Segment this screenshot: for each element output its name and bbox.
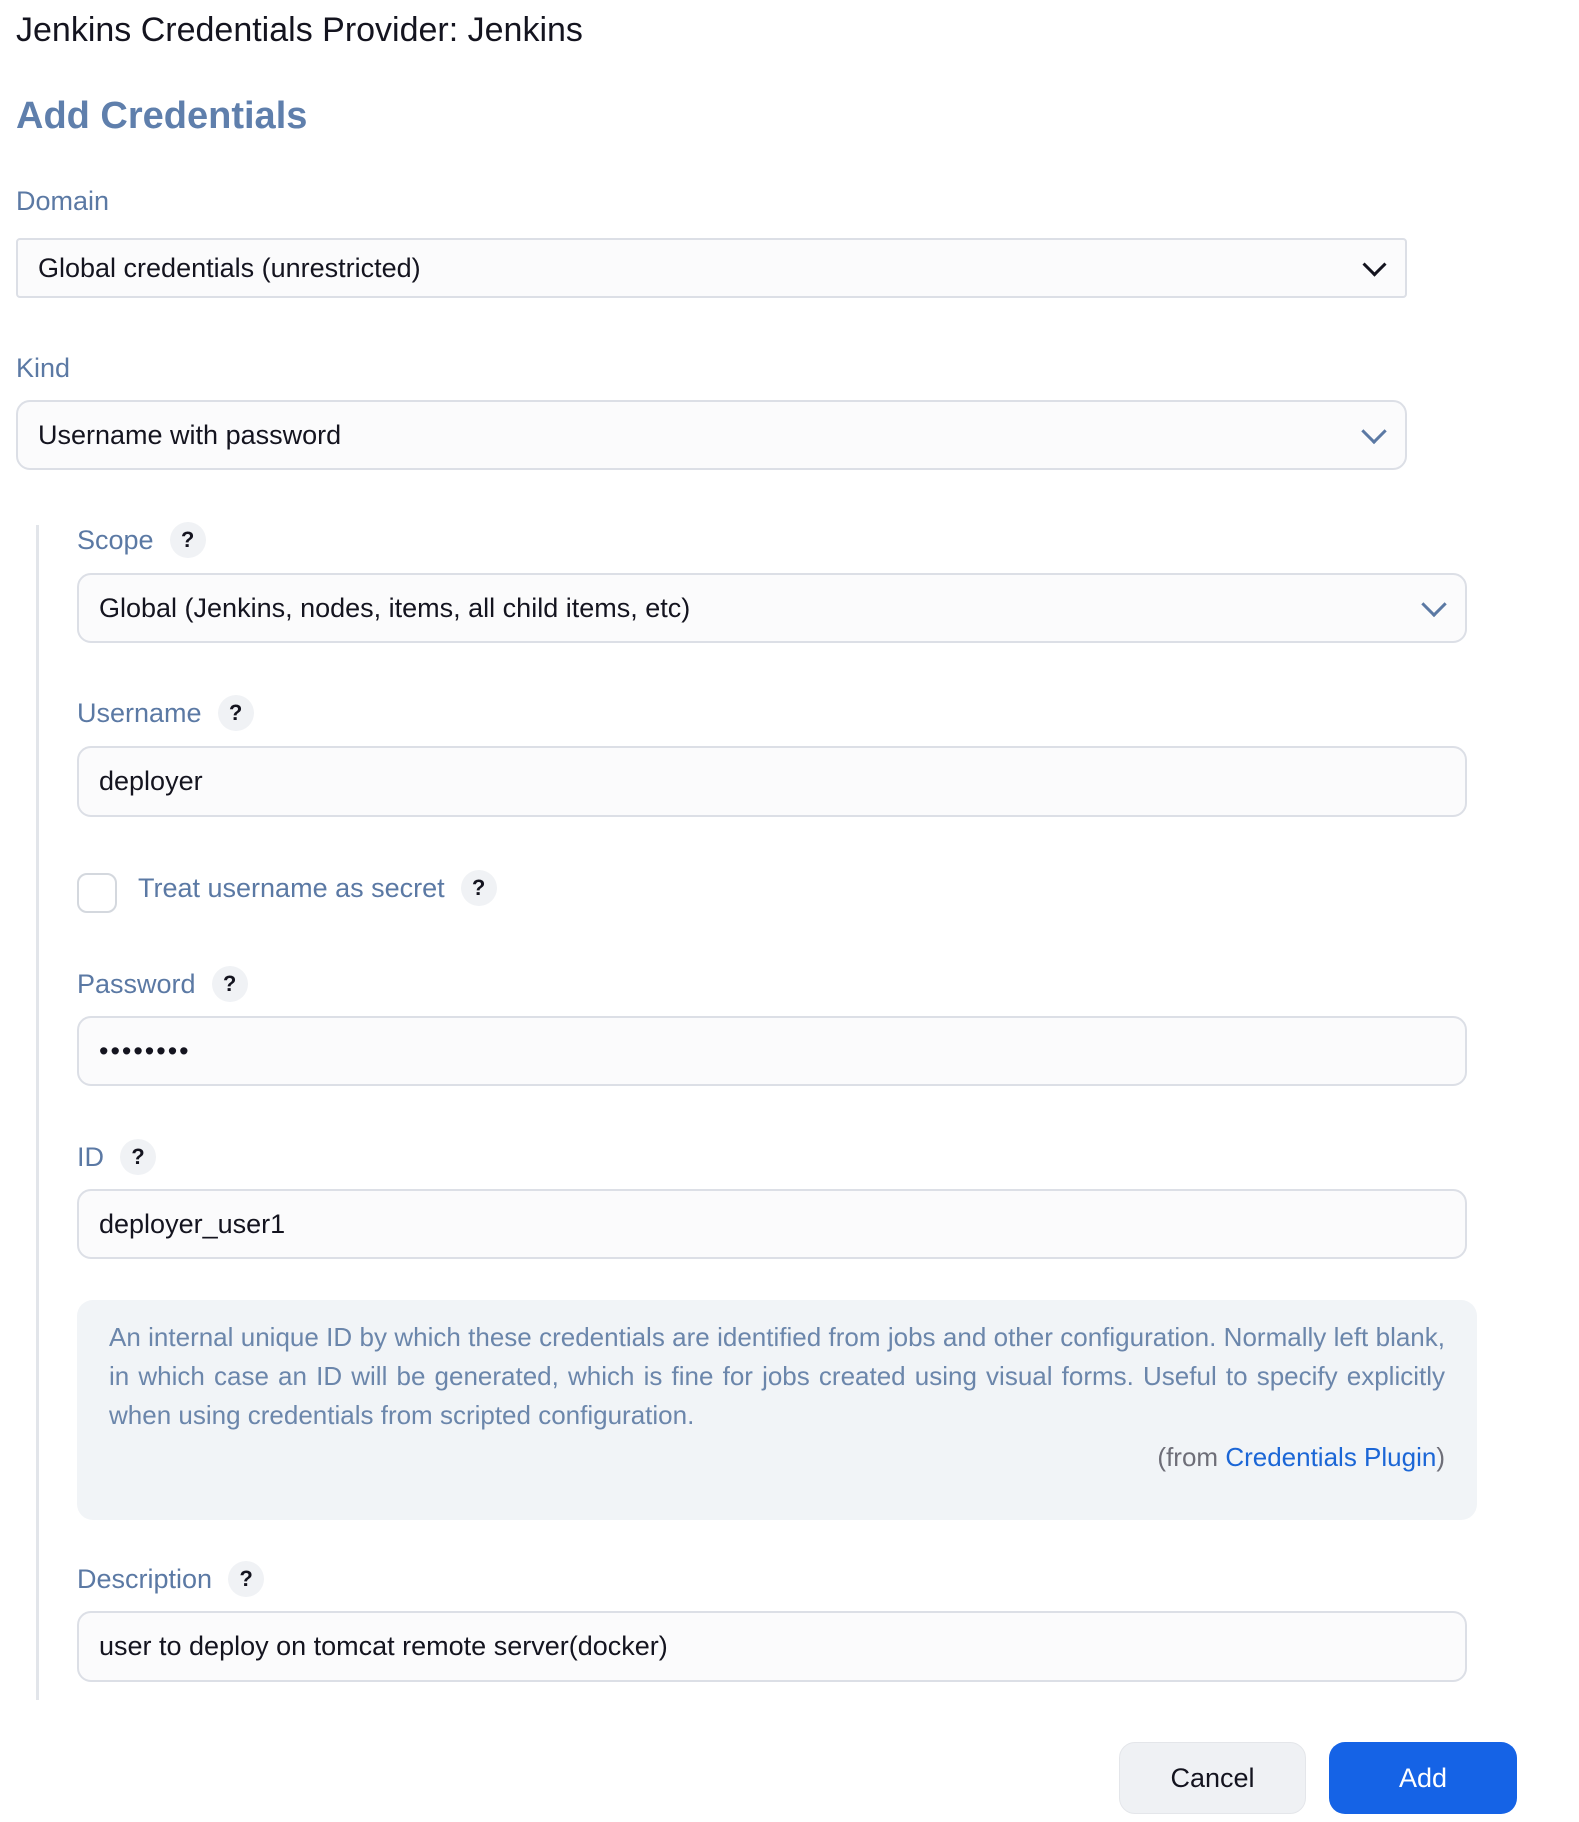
kind-label (16, 351, 70, 385)
kind-select-value: Username with password (38, 419, 342, 450)
chevron-down-icon (1421, 592, 1446, 617)
password-input-value: •••••••• (99, 1035, 191, 1066)
username-input-value: deployer (99, 766, 203, 796)
help-icon[interactable]: ? (461, 870, 497, 906)
add-button[interactable]: Add (1329, 1742, 1517, 1814)
help-icon[interactable]: ? (212, 966, 248, 1002)
kind-select[interactable] (16, 400, 1407, 470)
id-help-panel (77, 1300, 1477, 1520)
id-help-text: An internal unique ID by which these credentials are identified from jobs and other configuration. Normally left blank, in which case an ID will be generated, which is fine for jobs created using visual forms. Useful to specify explicitly when using credentials from scripted configuration. (109, 1322, 1445, 1430)
help-icon[interactable]: ? (218, 695, 254, 731)
id-input-value: deployer_user1 (99, 1208, 286, 1239)
description-label-text: Description (77, 1564, 213, 1594)
provider-title: Jenkins Credentials Provider: Jenkins (16, 11, 583, 49)
chevron-down-icon (1361, 419, 1386, 444)
domain-select[interactable] (16, 238, 1407, 298)
id-label-text: ID (77, 1142, 104, 1172)
domain-select-value: Global credentials (unrestricted) (38, 252, 421, 283)
help-icon[interactable]: ? (170, 522, 206, 558)
treat-username-secret-text[interactable]: Treat username as secret (138, 873, 445, 903)
password-label-text: Password (77, 969, 196, 999)
help-source-suffix: ) (1436, 1442, 1445, 1472)
description-label (77, 1561, 264, 1597)
domain-label-text: Domain (16, 186, 110, 216)
help-source-prefix: (from (1157, 1442, 1226, 1472)
scope-select-value: Global (Jenkins, nodes, items, all child items, etc) (99, 592, 691, 623)
username-label (77, 695, 254, 731)
id-label (77, 1139, 156, 1175)
treat-username-secret-label (138, 870, 497, 906)
description-input-value: user to deploy on tomcat remote server(docker) (99, 1631, 668, 1661)
description-input[interactable] (77, 1611, 1467, 1682)
id-input[interactable] (77, 1189, 1467, 1259)
chevron-down-icon (1362, 253, 1386, 277)
help-source (109, 1437, 1445, 1477)
scope-label-text: Scope (77, 525, 154, 555)
treat-username-secret-checkbox[interactable] (77, 873, 117, 913)
username-label-text: Username (77, 698, 202, 728)
help-icon[interactable]: ? (120, 1139, 156, 1175)
credentials-plugin-link[interactable]: Credentials Plugin (1225, 1442, 1437, 1472)
password-input[interactable] (77, 1016, 1467, 1086)
nested-fields-divider (36, 525, 39, 1700)
kind-label-text: Kind (16, 353, 71, 383)
cancel-button[interactable]: Cancel (1119, 1742, 1306, 1814)
username-input[interactable] (77, 746, 1467, 817)
scope-label (77, 522, 206, 558)
password-label (77, 966, 248, 1002)
domain-label (16, 184, 109, 218)
help-icon[interactable]: ? (228, 1561, 264, 1597)
page-title: Add Credentials (16, 95, 308, 137)
scope-select[interactable] (77, 573, 1467, 643)
